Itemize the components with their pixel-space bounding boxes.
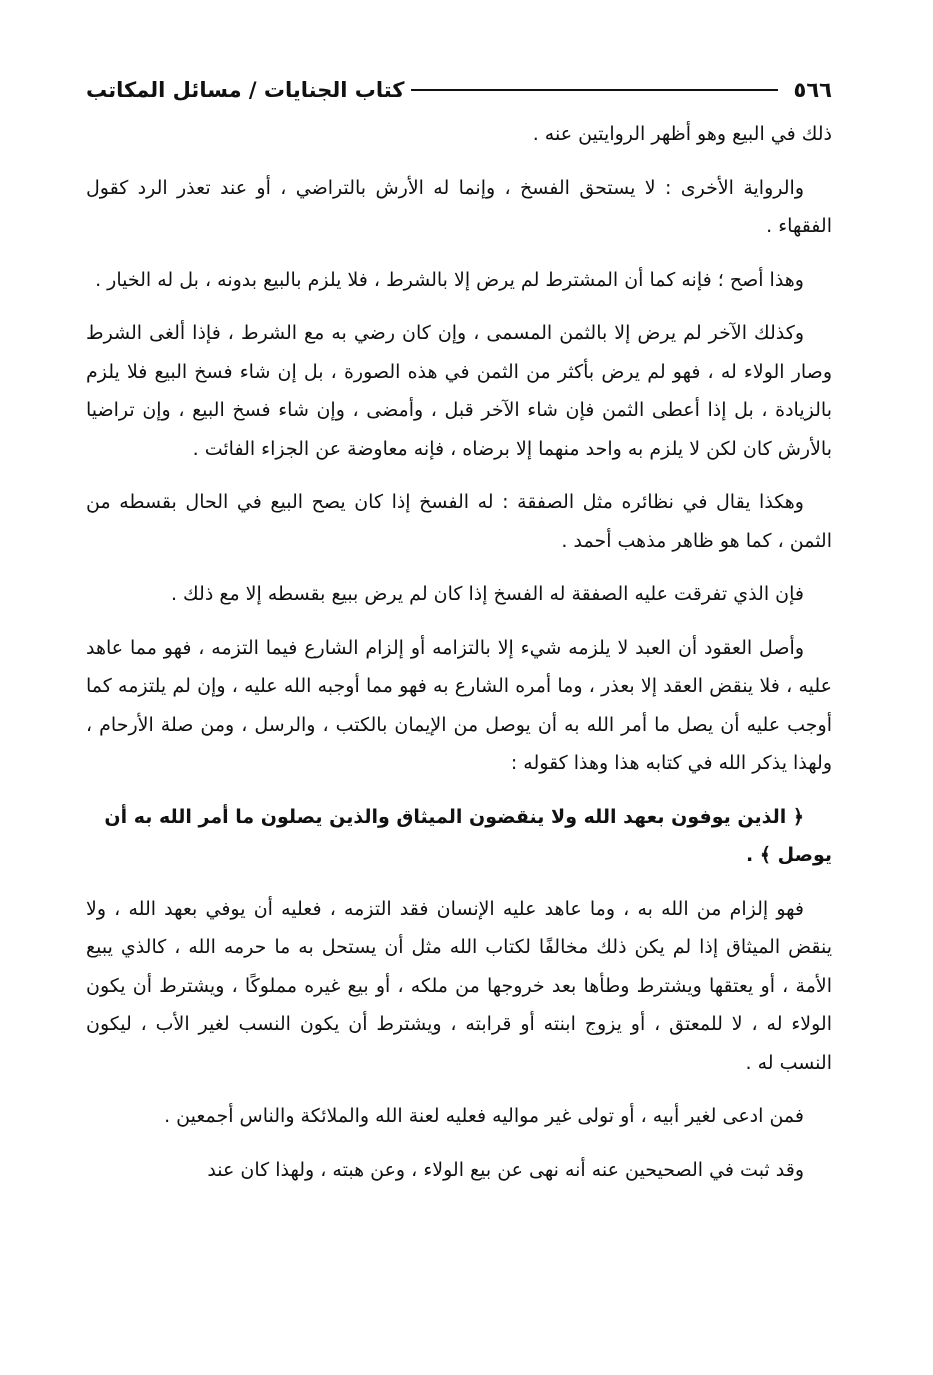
page-header <box>86 70 832 110</box>
paragraph: وكذلك الآخر لم يرض إلا بالثمن المسمى ، وإن كان رضي به مع الشرط ، فإذا ألغى الشرط وصار الولاء له ، فهو لم يرض بأكثر من الثمن في هذه الصورة ، بل إن شاء فسخ البيع فلا يلزم بالزيادة ، بل إذا أعطى الثمن فإن شاء الآخر قبل ، وأمضى ، وإن شاء فسخ البيع ، وإن تراضيا بالأرش كان لكن لا يلزم به واحد منهما إلا برضاه ، فإنه معاوضة عن الجزاء الفائت . <box>86 322 832 460</box>
page-number: ٥٦٦ <box>793 78 832 102</box>
paragraph-continuation: ذلك في البيع وهو أظهر الروايتين عنه . <box>532 123 832 145</box>
paragraph: فإن الذي تفرقت عليه الصفقة له الفسخ إذا كان لم يرض ببيع بقسطه إلا مع ذلك . <box>170 583 804 605</box>
paragraph: فمن ادعى لغير أبيه ، أو تولى غير مواليه فعليه لعنة الله والملائكة والناس أجمعين . <box>164 1105 804 1127</box>
quran-verse: ﴿ الذين يوفون بعهد الله ولا ينقضون الميثاق والذين يصلون ما أمر الله به أن يوصل ﴾ . <box>104 805 832 866</box>
paragraph: وأصل العقود أن العبد لا يلزمه شيء إلا بالتزامه أو إلزام الشارع فيما التزمه ، فهو مما عاهد عليه ، فلا ينقض العقد إلا بعذر ، وما أمره الشارع به فهو مما أوجبه الله عليه ، وإن لم يلتزمه كما أوجب عليه أن يصل ما أمر الله به أن يوصل من الإيمان بالكتب ، والرسل ، ومن صلة الأرحام ، ولهذا يذكر الله في كتابه هذا وهذا كقوله : <box>86 636 832 774</box>
running-title: كتاب الجنايات / مسائل المكاتب <box>86 78 405 102</box>
body-text <box>86 115 832 1204</box>
paragraph: وهكذا يقال في نظائره مثل الصفقة : له الفسخ إذا كان يصح البيع في الحال بقسطه من الثمن ، كما هو ظاهر مذهب أحمد . <box>86 491 832 552</box>
header-rule <box>411 89 778 91</box>
paragraph: وقد ثبت في الصحيحين عنه أنه نهى عن بيع الولاء ، وعن هبته ، ولهذا كان عند <box>207 1158 804 1181</box>
paragraph: وهذا أصح ؛ فإنه كما أن المشترط لم يرض إلا بالشرط ، فلا يلزم بالبيع بدونه ، بل له الخيار . <box>95 268 804 291</box>
paragraph: والرواية الأخرى : لا يستحق الفسخ ، وإنما له الأرش بالتراضي ، أو عند تعذر الرد كقول الفقهاء . <box>86 176 832 237</box>
paragraph: فهو إلزام من الله به ، وما عاهد عليه الإنسان فقد التزمه ، فعليه أن يوفي بعهد الله ، ولا ينقض الميثاق إذا لم يكن ذلك مخالفًا لكتاب الله مثل أن يستحل به ما حرمه الله ، كالذي يبيع الأمة ، أو يعتقها ويشترط وطأها بعد خروجها من ملكه ، أو بيع غيره مملوكًا ، ويشترط أن يكون الولاء له ، لا للمعتق ، أو يزوج ابنته أو قرابته ، ويشترط أن يكون النسب لغير الأب ، ليكون النسب له . <box>86 897 832 1074</box>
